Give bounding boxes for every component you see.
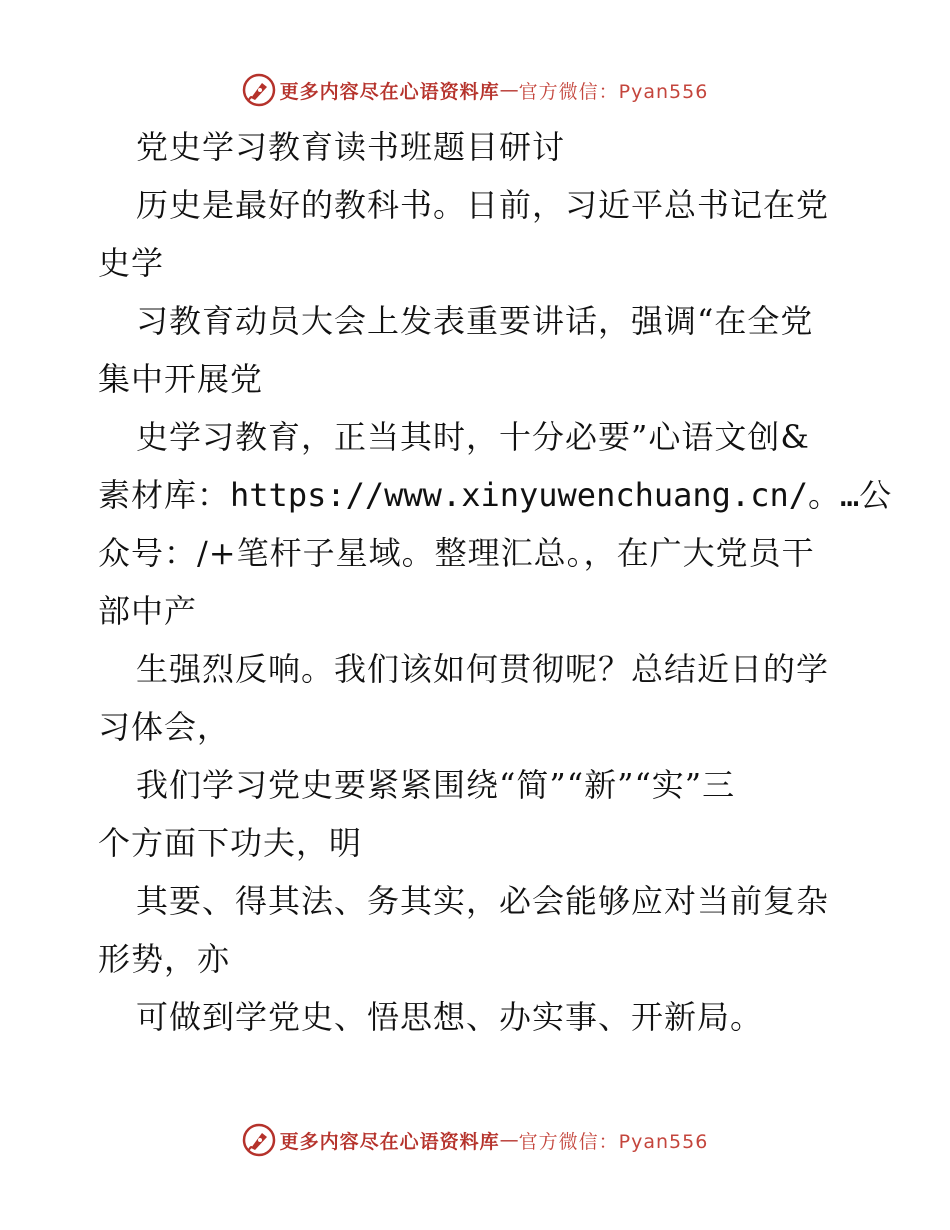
pen-nib-logo-icon <box>242 1123 276 1157</box>
source-url: https://www.xinyuwenchuang.cn/。…公 <box>230 476 892 514</box>
document-body <box>98 118 892 1046</box>
source-label: 素材库： <box>98 476 231 514</box>
paragraph-line: 史学习教育，正当其时，十分必要”心语文创& <box>136 418 810 456</box>
paragraph-line: 部中产 <box>98 592 198 630</box>
header-watermark-banner <box>0 70 950 110</box>
paragraph-line: 众号：/+笔杆子星域。整理汇总。，在广大党员干 <box>98 534 815 572</box>
banner-contact-text: 官方微信：Pyan556 <box>518 80 709 103</box>
paragraph-line-with-url <box>98 466 892 524</box>
banner-brand-text: 更多内容尽在心语资料库 <box>279 1130 500 1153</box>
banner-contact-text: 官方微信：Pyan556 <box>518 1130 709 1153</box>
paragraph-line: 形势，亦 <box>98 940 231 978</box>
banner-dash: — <box>499 1129 519 1151</box>
paragraph-line: 可做到学党史、悟思想、办实事、开新局。 <box>136 998 764 1036</box>
paragraph-line: 历史是最好的教科书。日前，习近平总书记在党 <box>136 186 830 224</box>
footer-watermark-banner <box>0 1120 950 1160</box>
paragraph-line: 我们学习党史要紧紧围绕“简”“新”“实”三 <box>136 766 736 804</box>
paragraph-line: 其要、得其法、务其实，必会能够应对当前复杂 <box>136 882 830 920</box>
paragraph-line: 史学 <box>98 244 165 282</box>
pen-nib-logo-icon <box>242 73 276 107</box>
paragraph-line: 生强烈反响。我们该如何贯彻呢？总结近日的学 <box>136 650 830 688</box>
paragraph-line: 集中开展党 <box>98 360 264 398</box>
paragraph-line: 习体会， <box>98 708 231 746</box>
banner-dash: — <box>499 79 519 101</box>
paragraph-line: 个方面下功夫，明 <box>98 824 363 862</box>
paragraph-line: 习教育动员大会上发表重要讲话，强调“在全党 <box>136 302 814 340</box>
banner-brand-text: 更多内容尽在心语资料库 <box>279 80 500 103</box>
document-title: 党史学习教育读书班题目研讨 <box>136 128 566 166</box>
